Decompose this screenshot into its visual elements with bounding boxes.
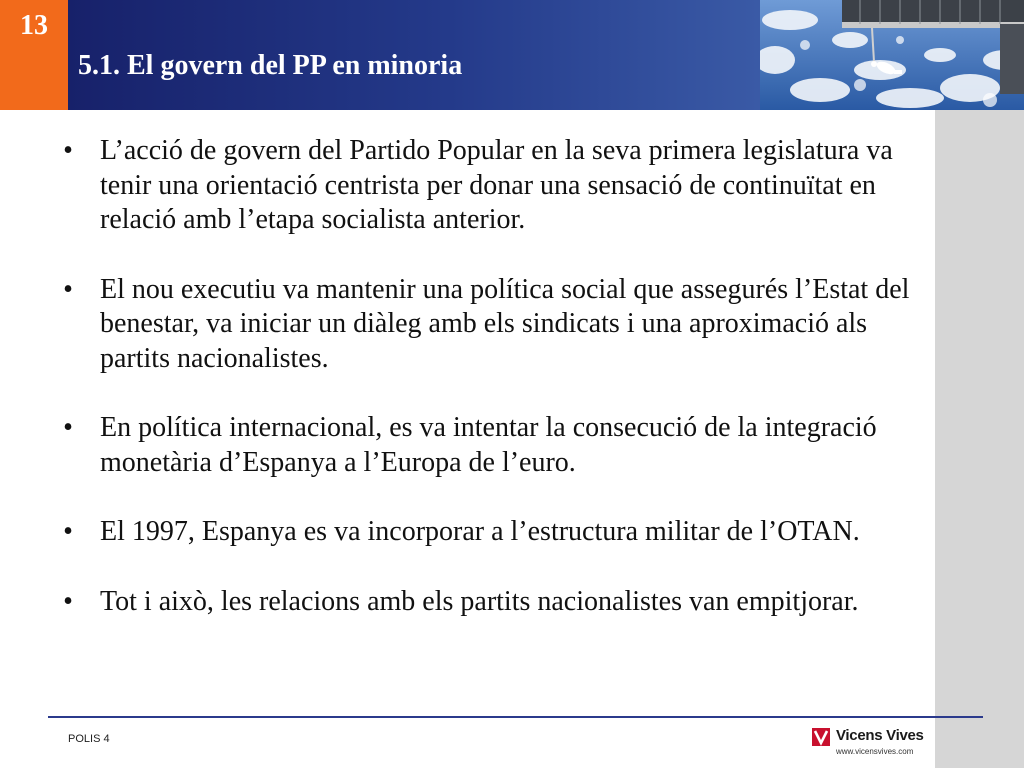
bullet-marker: • [63, 273, 73, 305]
bullet-marker: • [63, 135, 73, 166]
earth-space-station-photo-icon [760, 0, 1024, 110]
slide-content [58, 134, 930, 619]
right-sidebar [935, 110, 1024, 768]
header-bar [68, 0, 760, 110]
bullet-text: L’acció de govern del Partido Popular en la seva primera legislatura va tenir una orientació centrista per donar una sensació de continuïtat en relació amb l’etapa socialista anterior. [100, 135, 893, 235]
bullet-marker: • [63, 585, 73, 617]
slide-title: 5.1. El govern del PP en minoria [78, 50, 463, 81]
bullet-text: En política internacional, es va intentar la consecució de la integració monetària d’Espanya a l’Europa de l’euro. [100, 412, 877, 478]
bullet-item [58, 585, 930, 620]
bullet-item [58, 273, 930, 377]
bullet-list [58, 134, 930, 619]
footer-divider [48, 716, 983, 718]
publisher-mark-icon [812, 728, 830, 746]
bullet-text: Tot i això, les relacions amb els partits nacionalistes van empitjorar. [100, 585, 859, 617]
bullet-text: El nou executiu va mantenir una política social que assegurés l’Estat del benestar, va iniciar un diàleg amb els sindicats i una aproximació als partits nacionalistes. [100, 273, 910, 374]
footer-label: POLIS 4 [68, 733, 110, 745]
publisher-name: Vicens Vives [836, 727, 924, 744]
bullet-marker: • [63, 412, 73, 443]
bullet-marker: • [63, 516, 73, 547]
publisher-url: www.vicensvives.com [836, 747, 914, 756]
publisher-logo [812, 726, 932, 762]
bullet-item [58, 134, 930, 238]
bullet-item [58, 515, 930, 550]
slide-number-badge [0, 0, 68, 110]
bullet-text: El 1997, Espanya es va incorporar a l’estructura militar de l’OTAN. [100, 516, 860, 547]
bullet-item [58, 411, 930, 480]
slide-number: 13 [20, 10, 48, 41]
